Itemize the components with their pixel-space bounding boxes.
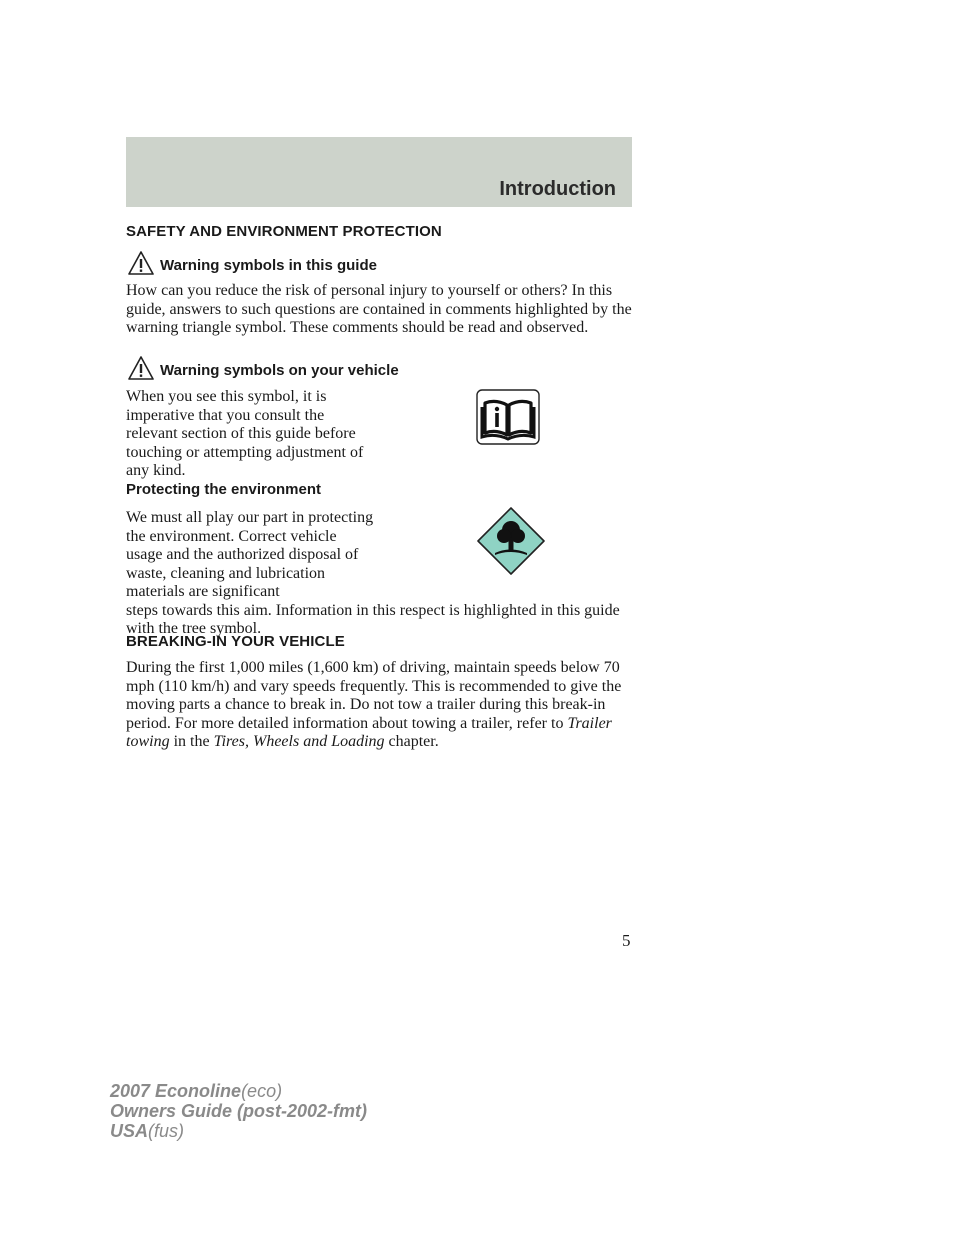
warning-triangle-icon xyxy=(128,356,154,380)
trailer-towing-reference: Trailer towing xyxy=(126,714,612,750)
footer-line-3 xyxy=(110,1121,367,1141)
environment-section xyxy=(126,481,632,639)
footer-region-tag: (fus) xyxy=(148,1121,185,1141)
chapter-header-band xyxy=(126,137,632,207)
safety-heading: SAFETY AND ENVIRONMENT PROTECTION xyxy=(126,223,442,240)
breakin-text: During the first 1,000 miles (1,600 km) of driving, maintain speeds below 70 mph (110 km/h) and vary speeds frequently. This is recommended to give the moving parts a chance to break in. Do not tow a trailer during this break-in period. For more detailed information about towing a trailer, refer to xyxy=(126,659,622,732)
warning-triangle-icon xyxy=(128,251,154,275)
tires-wheels-loading-reference: Tires, Wheels and Loading xyxy=(213,733,385,750)
breakin-paragraph xyxy=(126,659,632,752)
page-number: 5 xyxy=(622,931,631,950)
owner-guide-book-icon xyxy=(476,389,540,445)
warn-guide-paragraph: How can you reduce the risk of personal injury to yourself or others? In this guide, answers to such questions are contained in comments highlighted by the warning triangle symbol. These comments should be read and observed. xyxy=(126,282,632,336)
footer-guide-name: Owners Guide (post-2002-fmt) xyxy=(110,1101,368,1121)
warn-vehicle-section xyxy=(126,362,632,481)
warn-guide-heading-text: Warning symbols in this guide xyxy=(160,257,377,274)
document-footer xyxy=(110,1081,367,1141)
environment-heading: Protecting the environment xyxy=(126,481,322,498)
breakin-text-mid: in the xyxy=(173,733,210,750)
footer-line-1 xyxy=(110,1081,367,1101)
breakin-heading: BREAKING-IN YOUR VEHICLE xyxy=(126,633,345,650)
safety-section xyxy=(126,223,632,240)
footer-line-2 xyxy=(110,1101,367,1121)
footer-model-tag: (eco) xyxy=(241,1081,283,1101)
breakin-section xyxy=(126,633,632,752)
footer-region: USA xyxy=(110,1121,149,1141)
environment-paragraph-a: We must all play our part in protecting the environment. Correct vehicle usage and the authorized disposal of waste, cleaning and lubrication materials are significant xyxy=(126,509,374,600)
breakin-text-end: chapter. xyxy=(388,733,439,750)
warn-vehicle-heading-text: Warning symbols on your vehicle xyxy=(160,362,399,379)
warn-guide-section xyxy=(126,257,632,338)
environment-tree-icon xyxy=(476,506,546,576)
warn-guide-heading xyxy=(126,257,632,274)
warn-vehicle-heading xyxy=(126,362,632,379)
environment-paragraph-b: steps towards this aim. Information in this respect is highlighted in this guide with the tree symbol. xyxy=(126,601,620,637)
chapter-title: Introduction xyxy=(499,178,616,200)
footer-model: 2007 Econoline xyxy=(110,1081,242,1101)
warn-vehicle-paragraph: When you see this symbol, it is imperative that you consult the relevant section of this guide before touching or attempting adjustment of any kind. xyxy=(126,388,364,479)
